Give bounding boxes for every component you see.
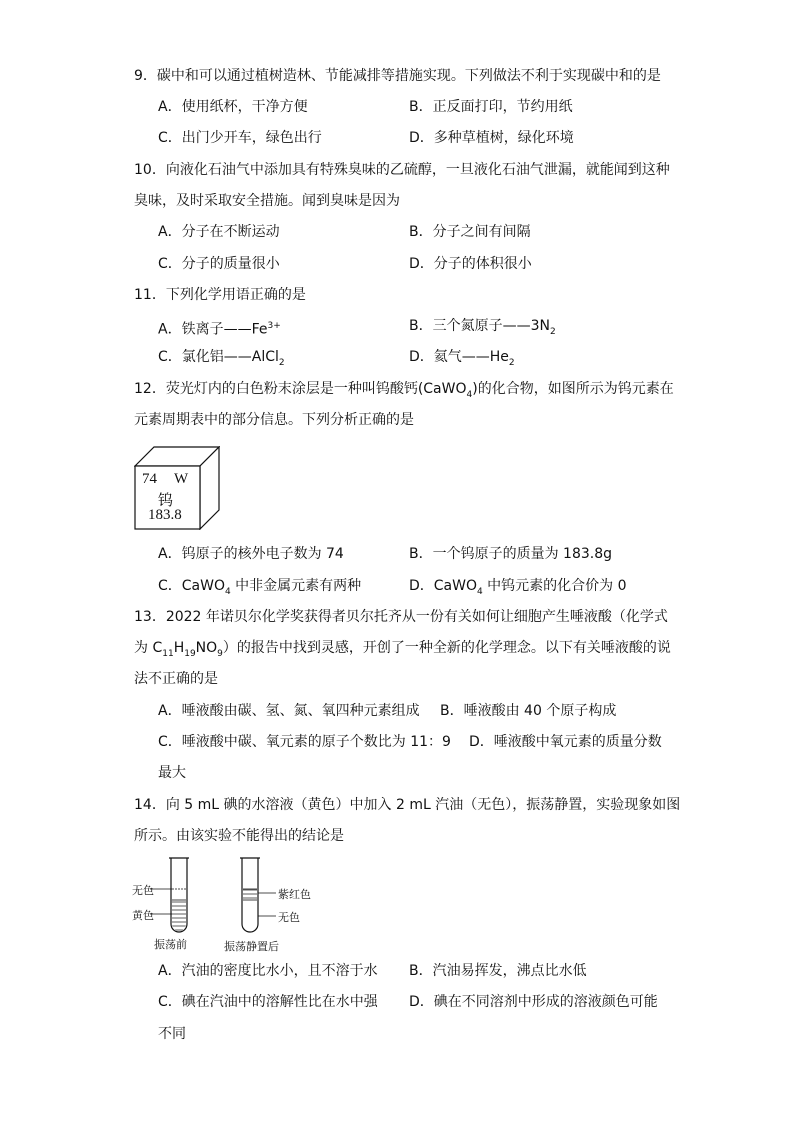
q13-option-b: B．唾液酸由 40 个原子构成 xyxy=(440,703,617,719)
q10-option-a: A．分子在不断运动 xyxy=(158,224,280,240)
q14-option-d-cont: 不同 xyxy=(158,1026,186,1042)
element-mass: 183.8 xyxy=(148,507,182,523)
q10-option-c: C．分子的质量很小 xyxy=(158,256,280,272)
q11-option-a: A．铁离子$——Fe^{3+}$ xyxy=(158,321,281,338)
element-tile-figure xyxy=(134,446,220,530)
q14-stem-line2: 所示。由该实验不能得出的结论是 xyxy=(134,828,344,844)
q11-stem: 11．下列化学用语正确的是 xyxy=(134,287,306,303)
q14-stem-line1: 14．向 5 mL 碘的水溶液（黄色）中加入 2 mL 汽油（无色），振荡静置，实验现象如图 xyxy=(134,797,681,813)
q10-stem-line1: 10．向液化石油气中添加具有特殊臭味的乙硫醇，一旦液化石油气泄漏，就能闻到这种 xyxy=(134,162,670,178)
element-name: 钨 xyxy=(158,491,174,509)
q13-stem-line3: 法不正确的是 xyxy=(134,671,218,687)
q11-option-b: B．三个氮原子$——3N_2$ xyxy=(409,318,556,337)
q10-stem-line2: 臭味，及时采取安全措施。闻到臭味是因为 xyxy=(134,193,400,209)
q9-option-b: B．正反面打印，节约用纸 xyxy=(409,99,573,115)
q10-option-d: D．分子的体积很小 xyxy=(409,256,532,272)
right-tube-top-label: 紫红色 xyxy=(278,888,311,901)
q12-option-a: A．钨原子的核外电子数为 74 xyxy=(158,546,344,562)
q14-option-a: A．汽油的密度比水小，且不溶于水 xyxy=(158,963,378,979)
q12-stem-line2: 元素周期表中的部分信息。下列分析正确的是 xyxy=(134,412,414,428)
q9-stem: 9．碳中和可以通过植树造林、节能减排等措施实现。下列做法不利于实现碳中和的是 xyxy=(134,68,661,84)
q9-option-c: C．出门少开车，绿色出行 xyxy=(158,130,322,146)
q14-option-d: D．碘在不同溶剂中形成的溶液颜色可能 xyxy=(409,994,658,1010)
q12-option-b: B．一个钨原子的质量为 183.8g xyxy=(409,546,613,562)
right-tube-caption: 振荡静置后 xyxy=(224,940,279,953)
q12-option-c: C．CaWO$_4$ 中非金属元素有两种 xyxy=(158,578,362,597)
q9-option-a: A．使用纸杯，干净方便 xyxy=(158,99,308,115)
q14-option-b: B．汽油易挥发，沸点比水低 xyxy=(409,963,587,979)
left-tube-bottom-label: 黄色 xyxy=(132,909,154,922)
q13-option-c: C．唾液酸中碳、氧元素的原子个数比为 11：9 xyxy=(158,734,451,750)
q13-option-a: A．唾液酸由碳、氢、氮、氧四种元素组成 xyxy=(158,703,420,719)
q13-option-d: D．唾液酸中氧元素的质量分数 xyxy=(469,734,662,750)
q14-option-c: C．碘在汽油中的溶解性比在水中强 xyxy=(158,994,378,1010)
q13-stem-line2: 为 $C_{11}H_{19}NO_9$）的报告中找到灵感，开创了一种全新的化学理念。以下有关唾液酸的说 xyxy=(134,640,671,659)
q11-option-c: C．氯化铝——AlCl$_2$ xyxy=(158,349,285,368)
element-symbol: W xyxy=(174,471,189,487)
left-tube-top-label: 无色 xyxy=(132,884,154,897)
right-tube-bottom-label: 无色 xyxy=(278,911,300,924)
q12-option-d: D．CaWO$_4$ 中钨元素的化合价为 0 xyxy=(409,578,627,597)
q12-stem-line1: 12．荧光灯内的白色粉末涂层是一种叫钨酸钙(CaWO$_4$)的化合物，如图所示为钨元素在 xyxy=(134,381,674,400)
q10-option-b: B．分子之间有间隔 xyxy=(409,224,531,240)
q13-option-d-cont: 最大 xyxy=(158,765,186,781)
left-tube-caption: 振荡前 xyxy=(154,938,187,951)
q9-option-d: D．多种草植树，绿化环境 xyxy=(409,130,574,146)
q11-option-d: D．氦气$——He_2$ xyxy=(409,349,515,368)
q13-stem-line1: 13．2022 年诺贝尔化学奖获得者贝尔托齐从一份有关如何让细胞产生唾液酸（化学式 xyxy=(134,609,668,625)
test-tube-figure xyxy=(132,852,322,954)
element-atomic-number: 74 xyxy=(142,471,157,487)
